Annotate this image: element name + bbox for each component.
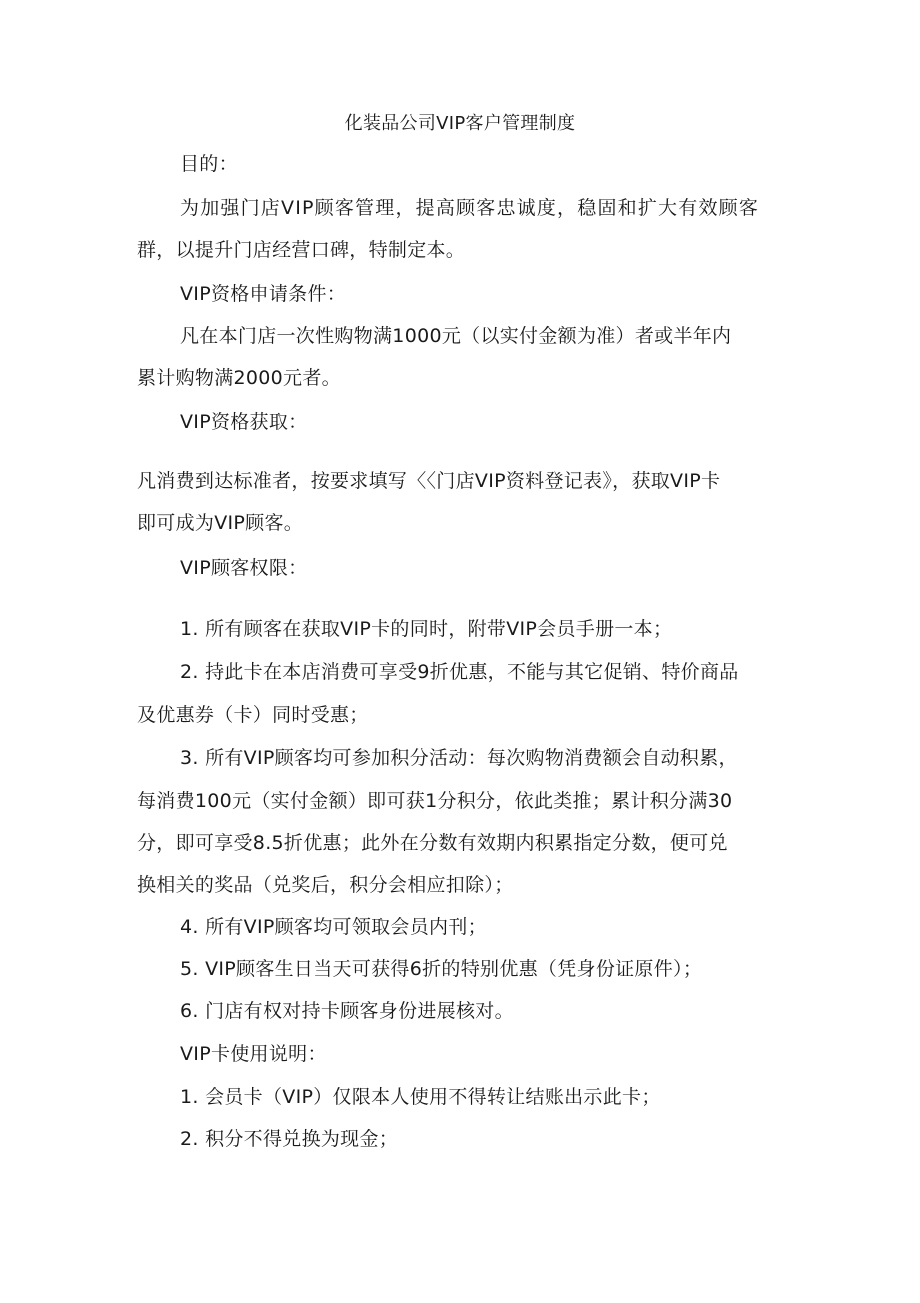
rights-line-2: 2. 持此卡在本店消费可享受9折优惠，不能与其它促销、特价商品	[180, 661, 739, 683]
eligibility-heading: VIP资格申请条件：	[180, 283, 347, 305]
rights-line-10: 6. 门店有权对持卡顾客身份进展核对。	[180, 1000, 514, 1022]
purpose-line-2: 群，以提升门店经营口碑，特制定本。	[137, 239, 466, 261]
rights-heading: VIP顾客权限：	[180, 557, 308, 579]
acquisition-line-1: 凡消费到达标准者，按要求填写〈〈门店VIP资料登记表》，获取VIP卡	[137, 470, 721, 492]
rights-line-9: 5. VIP顾客生日当天可获得6折的特别优惠（凭身份证原件）；	[180, 958, 703, 980]
rights-line-8: 4. 所有VIP顾客均可领取会员内刊；	[180, 916, 487, 938]
document-title: 化装品公司VIP客户管理制度	[344, 113, 576, 134]
purpose-line-1: 为加强门店VIP顾客管理，提高顾客忠诚度，稳固和扩大有效顾客	[180, 197, 760, 219]
rights-line-6: 分，即可享受8.5折优惠；此外在分数有效期内积累指定分数，便可兑	[137, 832, 728, 854]
rights-line-7: 换相关的奖品（兑奖后，积分会相应扣除）；	[137, 874, 514, 896]
acquisition-heading: VIP资格获取：	[180, 411, 308, 433]
eligibility-line-1: 凡在本门店一次性购物满1000元（以实付金额为准）者或半年内	[180, 325, 732, 347]
rights-line-1: 1. 所有顾客在获取VIP卡的同时，附带VIP会员手册一本；	[180, 618, 673, 640]
purpose-heading: 目的：	[180, 153, 238, 175]
usage-line-1: 1. 会员卡（VIP）仅限本人使用不得转让结账出示此卡；	[180, 1086, 661, 1108]
rights-line-3: 及优惠券（卡）同时受惠；	[137, 704, 369, 726]
rights-line-4: 3. 所有VIP顾客均可参加积分活动：每次购物消费额会自动积累，	[180, 747, 738, 769]
rights-line-5: 每消费100元（实付金额）即可获1分积分，依此类推；累计积分满30	[137, 790, 733, 812]
usage-heading: VIP卡使用说明：	[180, 1043, 327, 1065]
usage-line-2: 2. 积分不得兑换为现金；	[180, 1128, 399, 1150]
acquisition-line-2: 即可成为VIP顾客。	[137, 512, 304, 534]
eligibility-line-2: 累计购物满2000元者。	[137, 367, 341, 389]
